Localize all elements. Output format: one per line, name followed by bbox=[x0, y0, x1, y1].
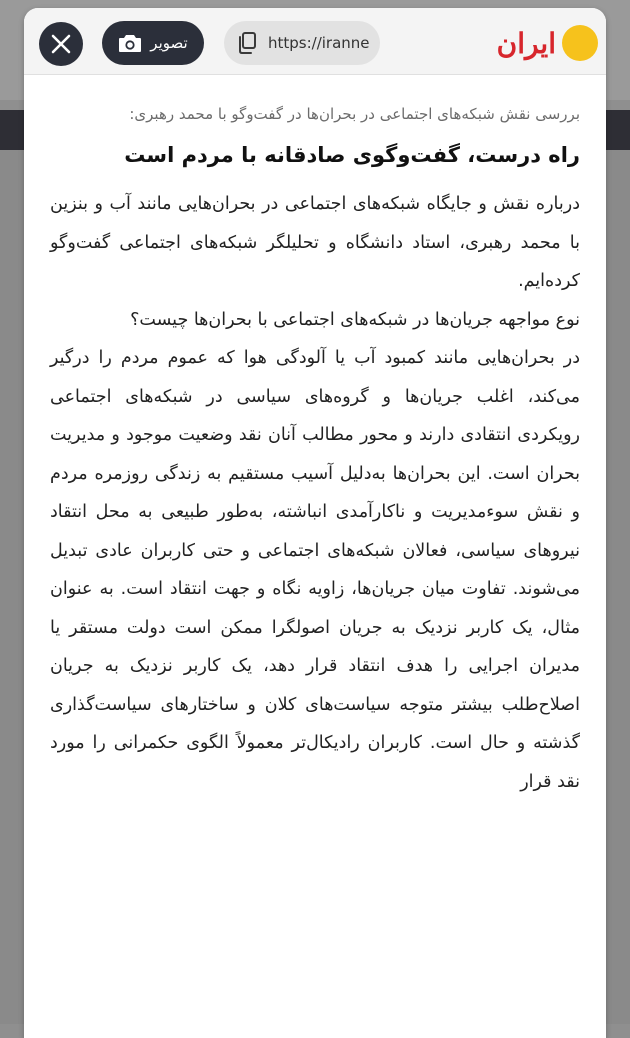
article-lead: بررسی نقش شبکه‌های اجتماعی در بحران‌ها در گفت‌وگو با محمد رهبری: bbox=[129, 105, 580, 123]
close-button[interactable] bbox=[39, 22, 83, 66]
background-page-right bbox=[606, 150, 630, 1024]
logo-text: ایران bbox=[496, 26, 556, 60]
logo-sun-icon bbox=[562, 25, 598, 61]
article-content bbox=[50, 98, 580, 801]
camera-icon bbox=[118, 33, 142, 53]
article-paragraph-2: در بحران‌هایی مانند کمبود آب یا آلودگی هوا که عموم مردم را درگیر می‌کند، اغلب جریان‌ها و گروه‌های سیاسی در شبکه‌های اجتماعی رویکردی انتقادی دارند و محور مطالب آنان نقد وضعیت موجود و مدیریت بحران است. این بحران‌ها به‌دلیل آسیب مستقیم به زندگی روزمره مردم و نقش سوء‌مدیریت و ناکارآمدی انباشته، به‌طور طبیعی به محل انتقاد نیروهای سیاسی، فعالان شبکه‌های اجتماعی و حتی کاربران عادی تبدیل می‌شوند. تفاوت میان جریان‌ها، زاویه نگاه و جهت انتقاد است. به عنوان مثال، یک کاربر نزدیک به جریان اصولگرا ممکن است دولت مستقر یا مدیران اجرایی را هدف انتقاد قرار دهد، یک کاربر نزدیک به جریان اصلاح‌طلب بیشتر متوجه سیاست‌های کلان و ساختارهای سیاست‌گذاری گذشته و حال است. کاربران رادیکال‌تر معمولاً الگوی حکمرانی را مورد نقد قرار bbox=[50, 348, 580, 792]
close-icon bbox=[50, 33, 72, 55]
url-copy-field[interactable] bbox=[224, 21, 380, 65]
url-text: https://iranne bbox=[268, 34, 370, 52]
photo-button-label: تصویر bbox=[150, 34, 188, 52]
article-headline: راه درست، گفت‌وگوی صادقانه با مردم است bbox=[124, 143, 580, 167]
iran-newspaper-logo bbox=[488, 20, 598, 66]
photo-button[interactable] bbox=[102, 21, 204, 65]
article-question: نوع مواجهه جریان‌ها در شبکه‌های اجتماعی با بحران‌ها چیست؟ bbox=[130, 309, 580, 330]
preview-toolbar bbox=[24, 8, 606, 75]
background-page-left bbox=[0, 150, 24, 1024]
copy-icon bbox=[236, 31, 258, 55]
article-paragraph-1: درباره نقش و جایگاه شبکه‌های اجتماعی در بحران‌هایی مانند آب و بنزین با محمد رهبری، استاد دانشگاه و تحلیلگر شبکه‌های اجتماعی گفت‌وگو کرده‌ایم. bbox=[50, 194, 580, 291]
article-preview-sheet bbox=[24, 8, 606, 1038]
